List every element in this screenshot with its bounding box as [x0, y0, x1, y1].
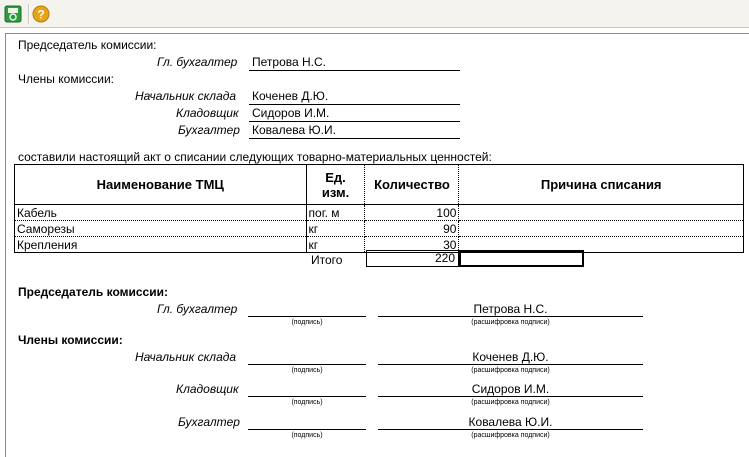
sign-member-role-3: Бухгалтер: [178, 415, 240, 429]
decode-line-member-1: [378, 364, 643, 365]
member-role-2: Кладовщик: [176, 106, 239, 120]
table-header-row: [15, 165, 744, 205]
members-heading: Члены комиссии:: [18, 72, 115, 86]
intro-text: составили настоящий акт о списании следующих товарно-материальных ценностей:: [18, 150, 492, 164]
decode-member-1: Коченев Д.Ю.: [472, 350, 549, 364]
chairman-role: Гл. бухгалтер: [157, 55, 238, 69]
cell-unit: кг: [306, 221, 365, 237]
sign-member-role-2: Кладовщик: [176, 382, 239, 396]
header-qty: Количество: [365, 165, 459, 205]
member-underline-1: [249, 104, 460, 105]
member-role-1: Начальник склада: [135, 89, 237, 103]
write-off-table: [14, 164, 744, 253]
cell-reason: [459, 205, 744, 221]
sign-members-heading: Члены комиссии:: [18, 333, 123, 347]
cell-name: Крепления: [15, 237, 307, 253]
svg-text:?: ?: [37, 7, 45, 22]
sign-caption-member-1: (подпись): [291, 367, 323, 374]
chairman-underline: [249, 70, 460, 71]
spreadsheet-document: [5, 33, 749, 457]
header-name: Наименование ТМЦ: [15, 165, 307, 205]
selected-cell[interactable]: [459, 250, 584, 267]
sign-line-member-3: [248, 429, 366, 430]
member-name-3: Ковалева Ю.И.: [252, 123, 336, 137]
sign-line-member-1: [248, 364, 366, 365]
total-label: Итого: [311, 253, 343, 267]
sign-member-role-1: Начальник склада: [135, 350, 237, 364]
sign-caption-member-3: (подпись): [291, 432, 323, 439]
table-row: [15, 221, 744, 237]
member-name-1: Коченев Д.Ю.: [252, 89, 329, 103]
member-role-3: Бухгалтер: [178, 123, 240, 137]
decode-caption-member-1: (расшифровка подписи): [471, 367, 550, 374]
table-row: [15, 205, 744, 221]
cell-reason: [459, 221, 744, 237]
sign-line-member-2: [248, 396, 366, 397]
cell-qty: 30: [365, 237, 459, 253]
decode-chairman: Петрова Н.С.: [473, 302, 548, 316]
chairman-name: Петрова Н.С.: [252, 55, 326, 69]
chairman-heading: Председатель комиссии:: [18, 38, 157, 52]
help-icon[interactable]: [31, 4, 51, 24]
member-name-2: Сидоров И.М.: [252, 106, 330, 120]
save-icon[interactable]: [3, 4, 23, 24]
cell-qty: 90: [365, 221, 459, 237]
decode-line-chairman: [378, 316, 643, 317]
sign-chairman-heading: Председатель комиссии:: [18, 285, 168, 299]
member-underline-3: [249, 138, 460, 139]
sign-chairman-role: Гл. бухгалтер: [157, 302, 238, 316]
sign-line-chairman: [248, 316, 366, 317]
member-underline-2: [249, 121, 460, 122]
cell-name: Саморезы: [15, 221, 307, 237]
header-unit-line1: Ед.: [325, 169, 346, 185]
toolbar: [0, 0, 749, 28]
decode-line-member-2: [378, 396, 643, 397]
sign-caption-chairman: (подпись): [291, 319, 323, 326]
sign-caption-member-2: (подпись): [291, 399, 323, 406]
header-unit: [306, 165, 365, 205]
decode-member-2: Сидоров И.М.: [471, 382, 550, 396]
cell-unit: пог. м: [306, 205, 365, 221]
decode-line-member-3: [378, 429, 643, 430]
decode-caption-chairman: (расшифровка подписи): [471, 319, 550, 326]
cell-unit: кг: [306, 237, 365, 253]
decode-member-3: Ковалева Ю.И.: [468, 415, 553, 429]
decode-caption-member-3: (расшифровка подписи): [471, 432, 550, 439]
cell-name: Кабель: [15, 205, 307, 221]
header-reason: Причина списания: [459, 165, 744, 205]
header-unit-line2: изм.: [321, 184, 350, 200]
decode-caption-member-2: (расшифровка подписи): [471, 399, 550, 406]
toolbar-separator: [28, 4, 30, 24]
total-value: 220: [366, 250, 459, 267]
cell-qty: 100: [365, 205, 459, 221]
